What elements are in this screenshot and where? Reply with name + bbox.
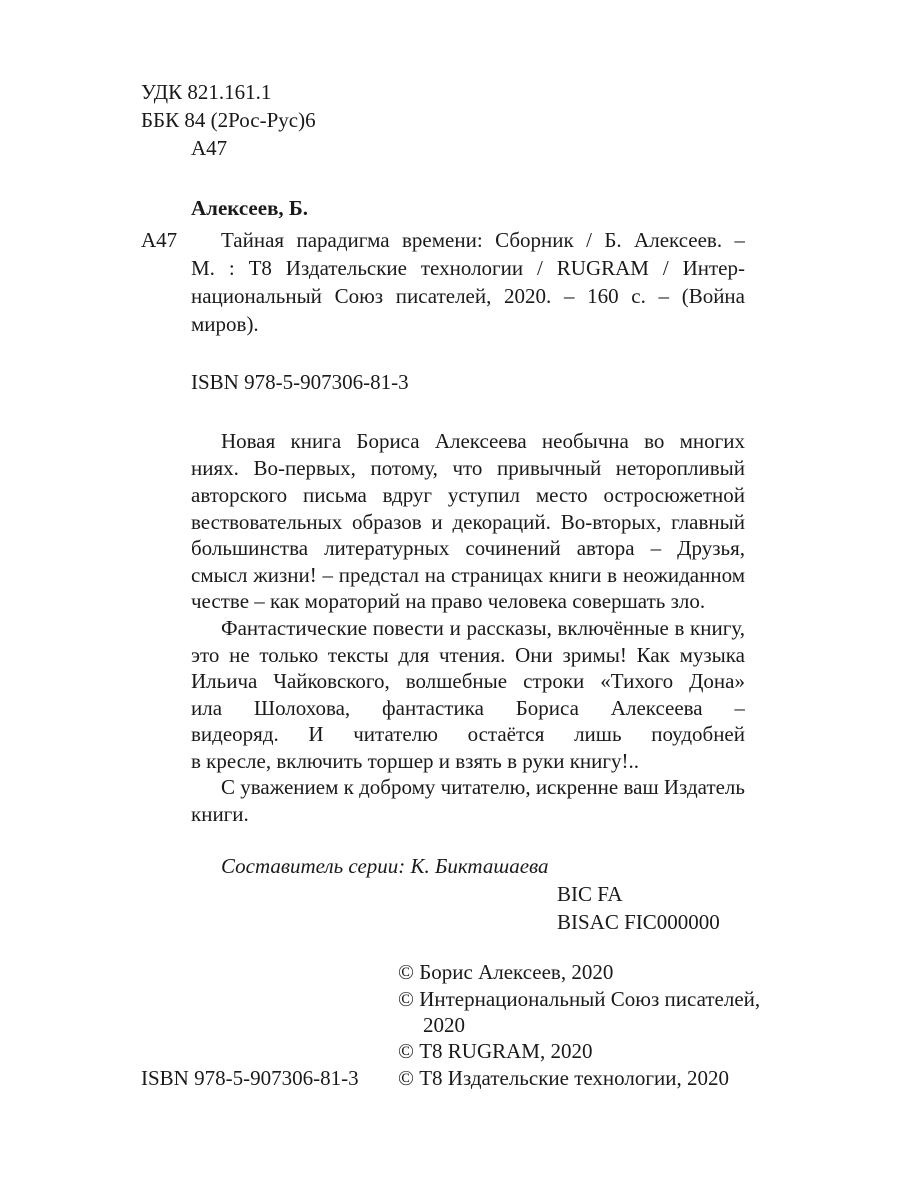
udk-code: УДК 821.161.1 (141, 80, 272, 104)
annotation-line: Ильича Чайковского, волшебные строки «Тихого Дона» (191, 669, 745, 693)
entry-line: М. : Т8 Издательские технологии / RUGRAM / Интер- (191, 256, 745, 280)
annotation-line: это не только тексты для чтения. Они зримы! Как музыка (191, 643, 745, 667)
bbk-code: ББК 84 (2Рос-Рус)6 (141, 108, 316, 132)
bisac-code: BISAC FIC000000 (557, 910, 720, 934)
series-compiler: Составитель серии: К. Бикташаева (221, 854, 549, 878)
annotation-line: видеоряд. И читателю остаётся лишь поудобней (191, 722, 745, 746)
entry-line: Тайная парадигма времени: Сборник / Б. Алексеев. – (221, 228, 745, 252)
annotation-line: авторского письма вдруг уступил место остросюжетной (191, 483, 745, 507)
footer-isbn: ISBN 978-5-907306-81-3 (141, 1066, 359, 1090)
annotation-line: Фантастические повести и рассказы, включённые в книгу, (221, 616, 745, 640)
annotation-line: ила Шолохова, фантастика Бориса Алексеева – (191, 696, 745, 720)
annotation-line: вествовательных образов и декораций. Во-вторых, главный (191, 510, 745, 534)
entry-mark: А47 (141, 228, 178, 252)
annotation-line: большинства литературных сочинений автора – Друзья, (191, 536, 745, 560)
entry-line: национальный Союз писателей, 2020. – 160 с. – (Война (191, 284, 745, 308)
annotation-line: в кресле, включить торшер и взять в руки книгу!.. (191, 749, 639, 773)
author-name: Алексеев, Б. (191, 196, 309, 220)
annotation-line: книги. (191, 802, 249, 826)
copyright-line: © Интернациональный Союз писателей, (398, 987, 761, 1011)
copyright-line: © Т8 Издательские технологии, 2020 (398, 1066, 729, 1090)
isbn: ISBN 978-5-907306-81-3 (191, 370, 409, 394)
annotation-line: С уважением к доброму читателю, искренне ваш Издатель (221, 775, 745, 799)
copyright-line: © Борис Алексеев, 2020 (398, 960, 614, 984)
copyright-line: 2020 (423, 1013, 465, 1037)
entry-line: миров). (191, 312, 259, 336)
annotation-line: Новая книга Бориса Алексеева необычна во многих (221, 429, 745, 453)
annotation-line: честве – как мораторий на право человека совершать зло. (191, 589, 706, 613)
annotation-line: смысл жизни! – предстал на страницах книги в неожиданном (191, 563, 745, 587)
annotation-line: ниях. Во-первых, потому, что привычный неторопливый (191, 456, 745, 480)
author-mark: А47 (191, 136, 228, 160)
bic-code: BIC FA (557, 882, 623, 906)
copyright-line: © Т8 RUGRAM, 2020 (398, 1039, 593, 1063)
